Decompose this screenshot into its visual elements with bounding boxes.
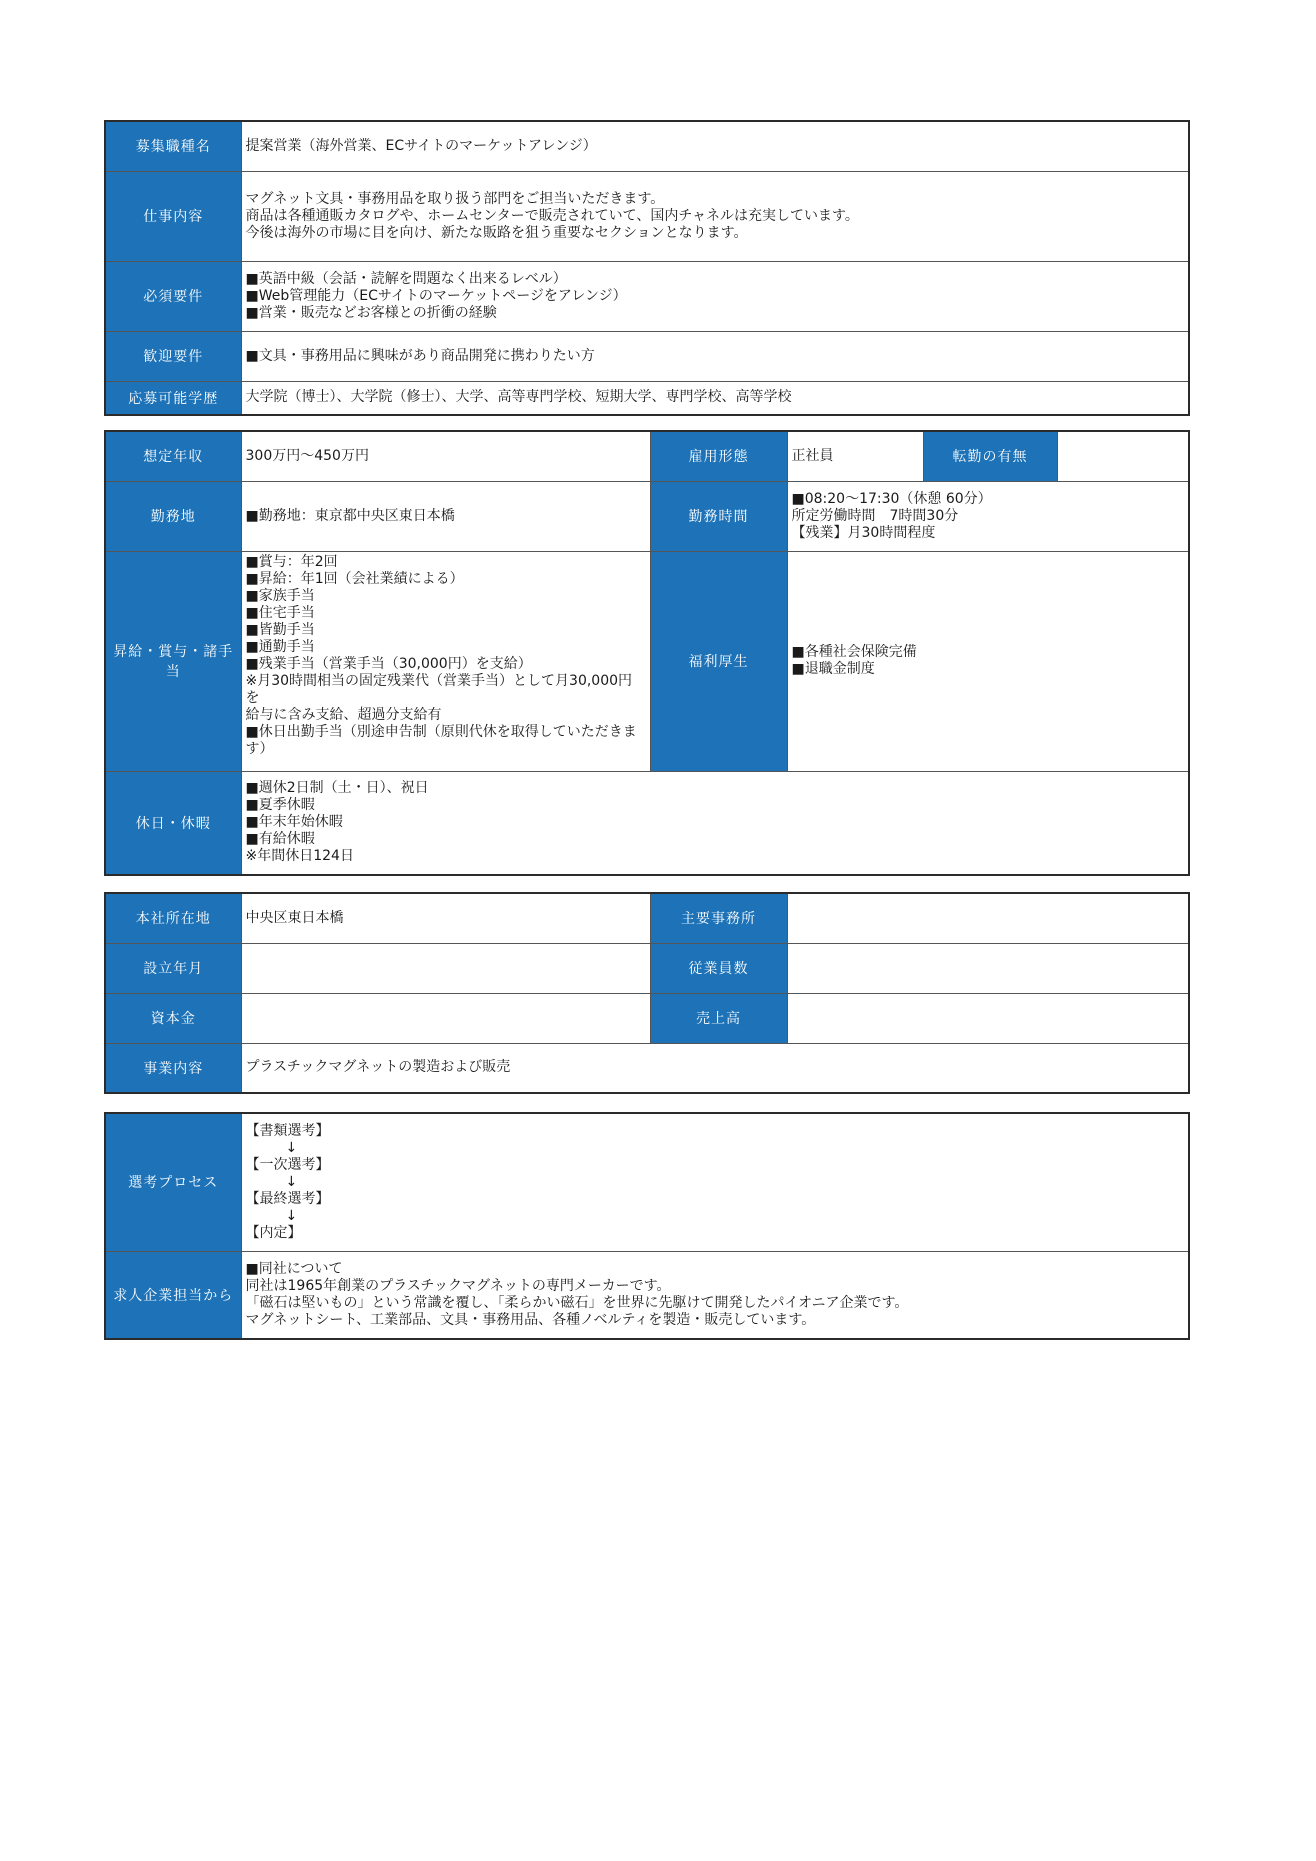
capital-value (241, 993, 650, 1043)
message-label: 求人企業担当から (105, 1251, 241, 1339)
hours-line: 【残業】月30時間程度 (791, 524, 936, 541)
salary-label: 想定年収 (105, 431, 241, 481)
process-arrow: ↓ (285, 1139, 298, 1156)
job-desc-value (241, 171, 1189, 261)
raise-label: 昇給・賞与・諸手当 (105, 551, 241, 771)
salary-value: 300万円～450万円 (241, 431, 650, 481)
selection-table (104, 1112, 1190, 1340)
capital-label: 資本金 (105, 993, 241, 1043)
welfare-label: 福利厚生 (650, 551, 787, 771)
raise-value (241, 551, 650, 771)
founded-label: 設立年月 (105, 943, 241, 993)
welfare-value (787, 551, 1189, 771)
conditions-table (104, 430, 1190, 876)
message-value (241, 1251, 1189, 1339)
process-arrow: ↓ (285, 1207, 298, 1224)
process-step: 【最終選考】 (245, 1190, 330, 1207)
welfare-line: ■退職金制度 (791, 661, 875, 677)
process-step: 【一次選考】 (245, 1156, 330, 1173)
hq-value: 中央区東日本橋 (241, 893, 650, 943)
hours-line: ■08:20～17:30（休憩 60分） (791, 490, 992, 507)
process-step: 【内定】 (245, 1224, 302, 1241)
location-label: 勤務地 (105, 481, 241, 551)
raise-line: ■家族手当 (245, 587, 315, 604)
raise-line: ■残業手当（営業手当（30,000円）を支給） (245, 655, 532, 672)
holiday-line: ■年末年始休暇 (245, 814, 343, 831)
raise-line: ■住宅手当 (245, 604, 315, 621)
holiday-value (241, 771, 1189, 875)
job-desc-line: マグネット文具・事務用品を取り扱う部門をご担当いただきます。 (245, 190, 665, 207)
required-label: 必須要件 (105, 261, 241, 331)
message-line: ■同社について (245, 1260, 343, 1277)
sales-value (787, 993, 1189, 1043)
welcome-label: 歓迎要件 (105, 331, 241, 381)
raise-line: 給与に含み支給、超過分支給有 (245, 706, 442, 723)
transfer-label: 転勤の有無 (923, 431, 1057, 481)
raise-line: ■皆勤手当 (245, 621, 315, 638)
employment-label: 雇用形態 (650, 431, 787, 481)
job-overview-table (104, 120, 1190, 416)
location-value: ■勤務地：東京都中央区東日本橋 (241, 481, 650, 551)
message-line: マグネットシート、工業部品、文具・事務用品、各種ノベルティを製造・販売しています。 (245, 1311, 816, 1328)
process-arrow: ↓ (285, 1173, 298, 1190)
education-value: 大学院（博士）、大学院（修士）、大学、高等専門学校、短期大学、専門学校、高等学校 (241, 381, 1189, 415)
transfer-value (1057, 431, 1189, 481)
holiday-line: ■有給休暇 (245, 831, 315, 848)
employment-value: 正社員 (787, 431, 923, 481)
company-table (104, 892, 1190, 1094)
business-label: 事業内容 (105, 1043, 241, 1093)
raise-line: ※月30時間相当の固定残業代（営業手当）として月30,000円を (245, 672, 633, 706)
holiday-label: 休日・休暇 (105, 771, 241, 875)
required-value (241, 261, 1189, 331)
job-title-value: 提案営業（海外営業、ECサイトのマーケットアレンジ） (241, 121, 1189, 171)
raise-line: ■賞与：年2回 (245, 553, 338, 570)
message-line: 同社は1965年創業のプラスチックマグネットの専門メーカーです。 (245, 1277, 671, 1294)
hq-label: 本社所在地 (105, 893, 241, 943)
employees-value (787, 943, 1189, 993)
office-label: 主要事務所 (650, 893, 787, 943)
holiday-line: ■夏季休暇 (245, 797, 315, 814)
holiday-line: ■週休2日制（土・日）、祝日 (245, 780, 429, 797)
hours-label: 勤務時間 (650, 481, 787, 551)
welfare-line: ■各種社会保険完備 (791, 644, 917, 660)
process-label: 選考プロセス (105, 1113, 241, 1251)
required-line: ■英語中級（会話・読解を問題なく出来るレベル） (245, 270, 567, 287)
required-line: ■Web管理能力（ECサイトのマーケットページをアレンジ） (245, 287, 627, 304)
holiday-line: ※年間休日124日 (245, 848, 354, 865)
job-title-label: 募集職種名 (105, 121, 241, 171)
raise-line: ■休日出勤手当（別途申告制（原則代休を取得していただきます） (245, 723, 637, 757)
process-value (241, 1113, 1189, 1251)
welcome-value: ■文具・事務用品に興味があり商品開発に携わりたい方 (241, 331, 1189, 381)
process-step: 【書類選考】 (245, 1122, 330, 1139)
message-line: 「磁石は堅いもの」という常識を覆し、「柔らかい磁石」を世界に先駆けて開発したパイオニア企業です。 (245, 1294, 909, 1311)
job-desc-line: 今後は海外の市場に目を向け、新たな販路を狙う重要なセクションとなります。 (245, 224, 748, 241)
business-value: プラスチックマグネットの製造および販売 (241, 1043, 1189, 1093)
education-label: 応募可能学歴 (105, 381, 241, 415)
raise-line: ■通勤手当 (245, 638, 315, 655)
sales-label: 売上高 (650, 993, 787, 1043)
hours-line: 所定労働時間 7時間30分 (791, 507, 959, 524)
hours-value (787, 481, 1189, 551)
required-line: ■営業・販売などお客様との折衝の経験 (245, 304, 497, 321)
office-value (787, 893, 1189, 943)
founded-value (241, 943, 650, 993)
employees-label: 従業員数 (650, 943, 787, 993)
raise-line: ■昇給：年1回（会社業績による） (245, 570, 464, 587)
job-desc-line: 商品は各種通販カタログや、ホームセンターで販売されていて、国内チャネルは充実しています。 (245, 207, 859, 224)
job-desc-label: 仕事内容 (105, 171, 241, 261)
